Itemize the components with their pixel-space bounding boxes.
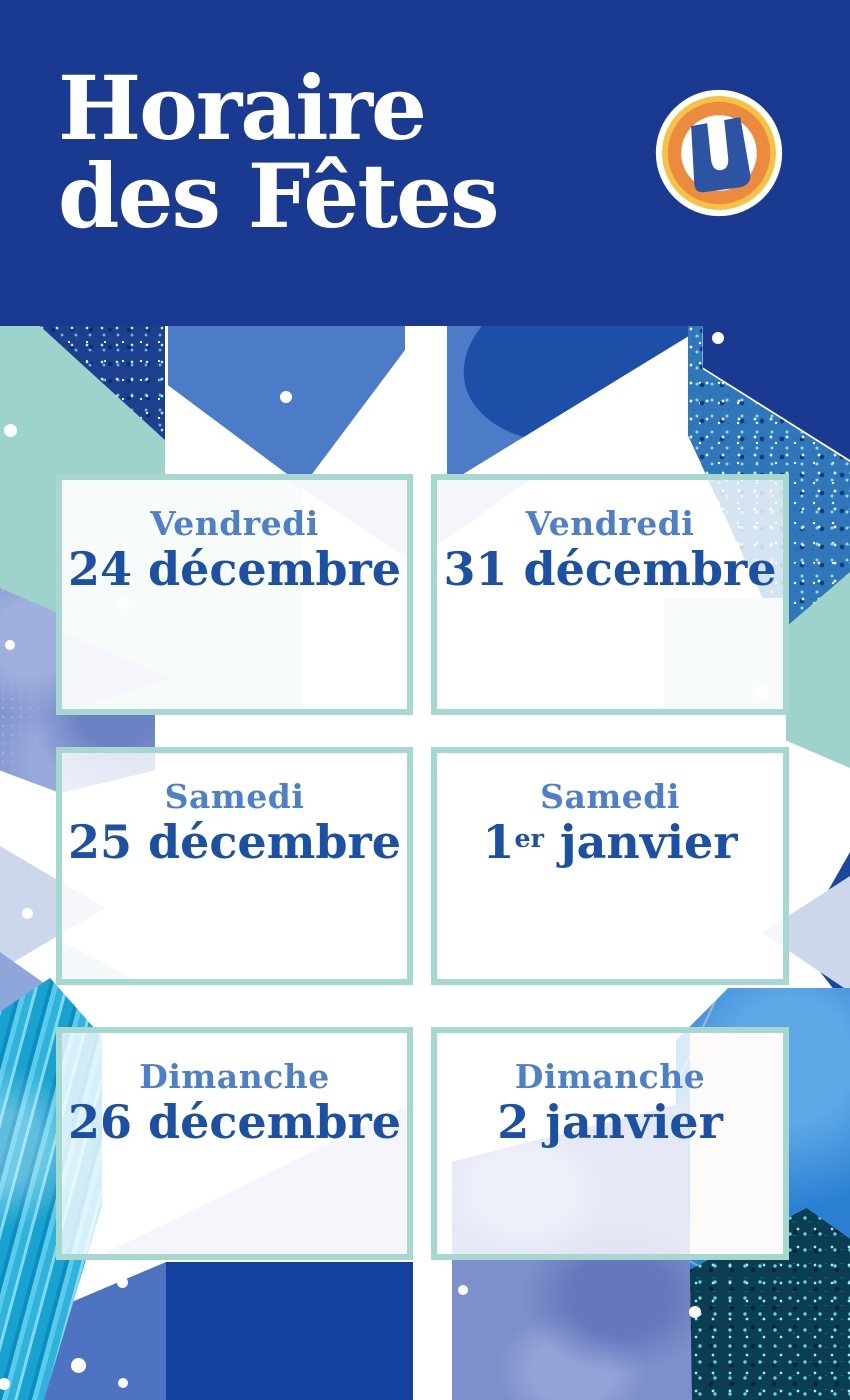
- sparkle-dot: [458, 1285, 468, 1295]
- card-day-label: Dimanche: [139, 1057, 330, 1096]
- card-date-main: 2 janvier: [497, 1095, 723, 1150]
- schedule-card-dimanche-2: [431, 1027, 789, 1260]
- card-date: [437, 817, 783, 868]
- u-store-logo: [652, 86, 786, 220]
- title-line-2: des Fêtes: [58, 144, 498, 248]
- card-date-tail: janvier: [543, 815, 738, 870]
- sparkle-dot: [755, 686, 768, 699]
- card-date: [437, 1097, 783, 1148]
- sparkle-dot: [22, 908, 33, 919]
- schedule-card-vendredi-31: [431, 474, 789, 715]
- card-day-label: Dimanche: [514, 1057, 706, 1096]
- sparkle-dot: [118, 1378, 128, 1388]
- card-day-label: Samedi: [540, 777, 680, 816]
- card-date: [62, 817, 407, 868]
- header-banner: [0, 0, 850, 326]
- collage-shape-blue-right: [447, 326, 705, 484]
- title-line-1: Horaire: [58, 56, 426, 160]
- card-date: [62, 544, 407, 595]
- card-date-superscript: er: [514, 822, 544, 853]
- card-day-label: Samedi: [164, 777, 305, 816]
- card-date-main: 25 décembre: [67, 815, 402, 870]
- card-date-main: 31 décembre: [443, 542, 777, 597]
- card-date-main: 1: [482, 815, 515, 870]
- sparkle-dot: [5, 640, 15, 650]
- card-date-main: 26 décembre: [67, 1095, 402, 1150]
- sparkle-dot: [117, 1277, 128, 1288]
- schedule-card-dimanche-26: [56, 1027, 413, 1260]
- logo-u-letter: [688, 117, 752, 193]
- card-date: [437, 544, 783, 595]
- sparkle-dot: [712, 332, 724, 344]
- schedule-card-samedi-1er: [431, 747, 789, 985]
- schedule-card-samedi-25: [56, 747, 413, 985]
- sparkle-dot: [4, 424, 17, 437]
- card-day-label: Vendredi: [525, 504, 695, 543]
- sparkle-dot: [280, 391, 292, 403]
- card-date: [62, 1097, 407, 1148]
- sparkle-dot: [689, 1306, 701, 1318]
- page-title: [58, 56, 498, 248]
- sparkle-dot: [71, 1358, 86, 1373]
- collage-shape-blue-left: [168, 326, 405, 486]
- sparkle-dot: [116, 596, 129, 609]
- card-date-main: 24 décembre: [67, 542, 402, 597]
- collage-shape-cobalt-bottom: [166, 1262, 413, 1400]
- card-day-label: Vendredi: [150, 504, 319, 543]
- schedule-card-vendredi-24: [56, 474, 413, 715]
